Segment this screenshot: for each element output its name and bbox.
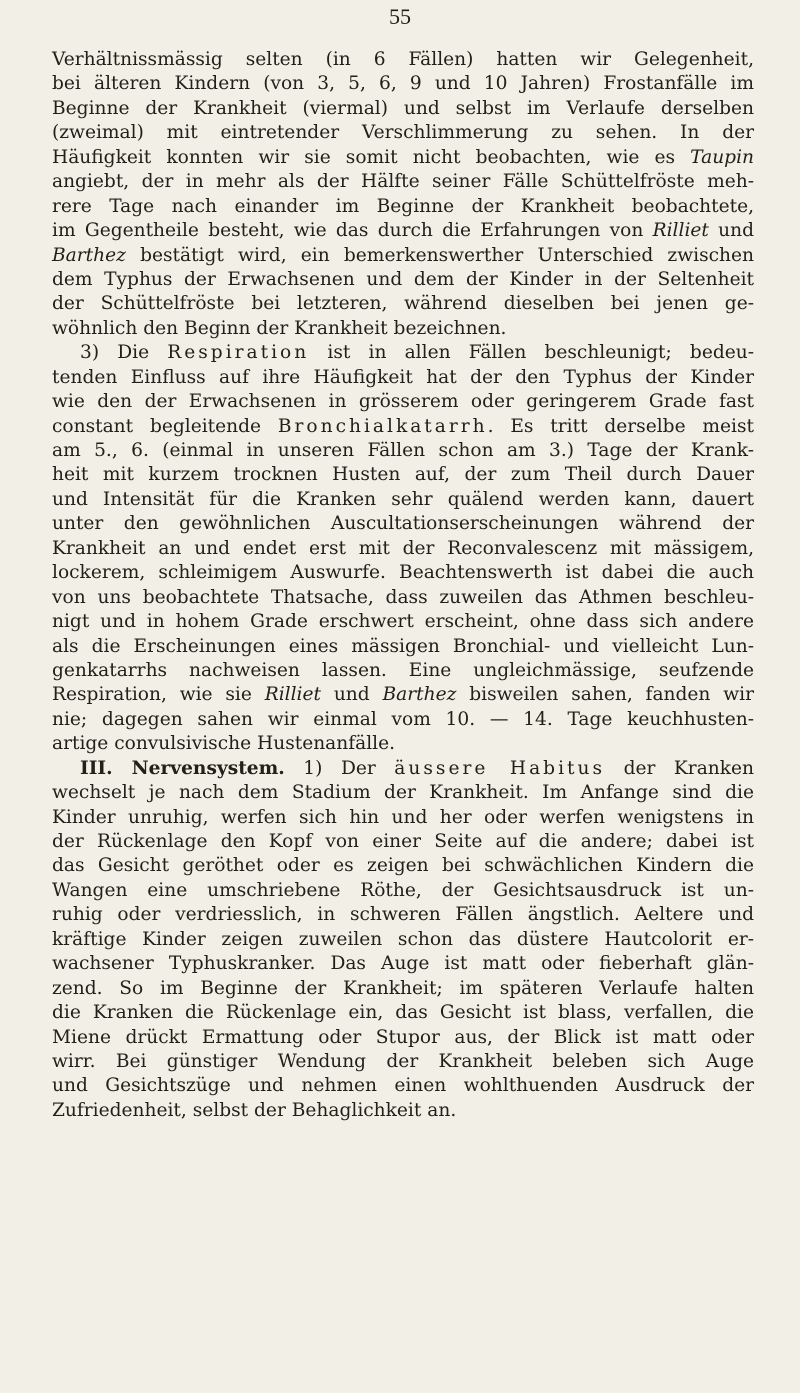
text-segment: 3) Die (80, 342, 168, 364)
text-segment: von uns beobachtete Thatsache, dass zuweilen das Athmen beschleu- (52, 586, 754, 608)
text-line (52, 586, 754, 610)
text-segment: Häufigkeit konnten wir sie somit nicht beobachten, wie es (52, 146, 691, 168)
text-segment: die Kranken die Rückenlage ein, das Gesicht ist blass, verfallen, die (52, 1002, 754, 1024)
text-line (52, 415, 754, 439)
text-segment: das Gesicht geröthet oder es zeigen bei schwächlichen Kindern die (52, 855, 754, 877)
text-segment: Zufriedenheit, selbst der Behaglichkeit an. (52, 1099, 457, 1121)
text-line (52, 537, 754, 561)
text-segment: im Gegentheile besteht, wie das durch die Erfahrungen von (52, 220, 653, 242)
text-segment: ruhig oder verdriesslich, in schweren Fällen ängstlich. Aeltere und (52, 904, 754, 926)
text-segment: kräftige Kinder zeigen zuweilen schon das düstere Hautcolorit er- (52, 928, 754, 950)
text-segment: bei älteren Kindern (von 3, 5, 6, 9 und 10 Jahren) Frostanfälle im (52, 73, 754, 95)
text-segment: der Schüttelfröste bei letzteren, während dieselben bei jenen ge- (52, 293, 754, 315)
text-line (52, 72, 754, 96)
body-text (52, 48, 754, 1123)
text-line (52, 341, 754, 365)
page-number: 55 (389, 4, 411, 29)
text-segment: Verhältnissmässig selten (in 6 Fällen) hatten wir Gelegenheit, (52, 49, 754, 70)
italic-name: Rilliet (264, 684, 321, 706)
italic-name: Barthez (382, 684, 457, 706)
text-segment: Miene drückt Ermattung oder Stupor aus, der Blick ist matt oder (52, 1026, 754, 1048)
text-line (52, 757, 754, 781)
text-segment: wöhnlich den Beginn der Krankheit bezeichnen. (52, 317, 507, 339)
text-line (52, 488, 754, 512)
text-segment: wechselt je nach dem Stadium der Krankheit. Im Anfange sind die (52, 782, 754, 804)
text-segment: (zweimal) mit eintretender Verschlimmerung zu sehen. In der (52, 122, 754, 144)
text-line (52, 732, 754, 756)
text-line (52, 830, 754, 854)
text-line (52, 635, 754, 659)
spaced-term: Bronchialkatarrh (277, 415, 488, 437)
text-segment: artige convulsivische Hustenanfälle. (52, 733, 396, 755)
text-segment: heit mit kurzem trocknen Husten auf, der zum Theil durch Dauer (52, 464, 754, 486)
text-line (52, 97, 754, 121)
text-line (52, 708, 754, 732)
text-segment: tenden Einfluss auf ihre Häufigkeit hat der den Typhus der Kinder (52, 366, 754, 388)
text-segment: dem Typhus der Erwachsenen und dem der Kinder in der Seltenheit (52, 268, 754, 290)
text-segment: genkatarrhs nachweisen lassen. Eine ungleichmässige, seufzende (52, 659, 754, 681)
italic-name: Taupin (690, 146, 754, 168)
text-segment: lockerem, schleimigem Auswurfe. Beachtenswerth ist dabei die auch (52, 562, 754, 584)
text-segment: constant begleitende (52, 415, 278, 437)
text-line (52, 170, 754, 194)
text-line (52, 977, 754, 1001)
text-segment: angiebt, der in mehr als der Hälfte seiner Fälle Schüttelfröste meh- (52, 171, 754, 193)
text-segment: wie den der Erwachsenen in grösserem oder geringerem Grade fast (52, 391, 754, 413)
text-segment: Respiration, wie sie (52, 684, 265, 706)
text-segment: nigt und in hohem Grade erschwert erscheint, ohne dass sich andere (52, 611, 754, 633)
text-line (52, 806, 754, 830)
text-line (52, 610, 754, 634)
section-heading: III. Nervensystem. (80, 757, 285, 779)
text-segment: Wangen eine umschriebene Röthe, der Gesichtsausdruck ist un- (52, 879, 754, 901)
text-segment: wachsener Typhuskranker. Das Auge ist matt oder fieberhaft glän- (52, 953, 754, 975)
text-segment: und Gesichtszüge und nehmen einen wohlthuenden Ausdruck der (52, 1075, 754, 1097)
text-line (52, 121, 754, 145)
text-line (52, 1026, 754, 1050)
text-segment: Beginne der Krankheit (viermal) und selbst im Verlaufe derselben (52, 97, 754, 119)
text-segment: zend. So im Beginne der Krankheit; im späteren Verlaufe halten (52, 977, 754, 999)
text-line (52, 244, 754, 268)
spaced-term: Respiration (167, 342, 310, 364)
text-line (52, 268, 754, 292)
text-line (52, 366, 754, 390)
text-segment: rere Tage nach einander im Beginne der Krankheit beobachtete, (52, 195, 754, 217)
text-segment: wirr. Bei günstiger Wendung der Krankheit beleben sich Auge (52, 1050, 754, 1072)
text-segment: als die Erscheinungen eines mässigen Bronchial- und vielleicht Lun- (52, 635, 754, 657)
text-line (52, 292, 754, 316)
text-segment: ist in allen Fällen beschleunigt; bedeu- (309, 342, 755, 364)
text-segment: . Es tritt derselbe meist (487, 415, 754, 437)
text-line (52, 512, 754, 536)
text-segment: und Intensität für die Kranken sehr quälend werden kann, dauert (52, 488, 754, 510)
text-segment: der Rückenlage den Kopf von einer Seite auf die andere; dabei ist (52, 831, 754, 852)
text-line (52, 561, 754, 585)
text-segment: Krankheit an und endet erst mit der Reconvalescenz mit mässigem, (52, 537, 754, 559)
text-segment: und (320, 684, 383, 706)
text-line (52, 903, 754, 927)
text-line (52, 219, 754, 243)
text-line (52, 683, 754, 707)
text-segment: der Kranken (605, 757, 755, 779)
text-segment: 1) Der (284, 757, 395, 779)
text-segment: unter den gewöhnlichen Auscultationserscheinungen während der (52, 513, 754, 535)
text-segment: nie; dagegen sahen wir einmal vom 10. — 14. Tage keuchhusten- (52, 708, 754, 730)
italic-name: Barthez (52, 244, 126, 266)
text-line (52, 1099, 754, 1123)
italic-name: Rilliet (652, 220, 709, 242)
text-line (52, 146, 754, 170)
text-line (52, 439, 754, 463)
text-line (52, 1074, 754, 1098)
text-line (52, 854, 754, 878)
text-line (52, 879, 754, 903)
text-line (52, 463, 754, 487)
text-line (52, 1001, 754, 1025)
text-line (52, 317, 754, 341)
text-segment: bisweilen sahen, fanden wir (456, 684, 754, 706)
spaced-term: äussere Habitus (394, 757, 606, 779)
text-line (52, 1050, 754, 1074)
text-line (52, 952, 754, 976)
text-segment: bestätigt wird, ein bemerkenswerther Unterschied zwischen (125, 244, 754, 266)
text-line (52, 781, 754, 805)
text-segment: und (708, 220, 755, 242)
text-line (52, 390, 754, 414)
text-line (52, 48, 754, 72)
text-segment: Kinder unruhig, werfen sich hin und her oder werfen wenigstens in (52, 806, 754, 828)
text-segment: am 5., 6. (einmal in unseren Fällen schon am 3.) Tage der Krank- (52, 440, 754, 461)
text-line (52, 928, 754, 952)
text-line (52, 659, 754, 683)
text-line (52, 195, 754, 219)
